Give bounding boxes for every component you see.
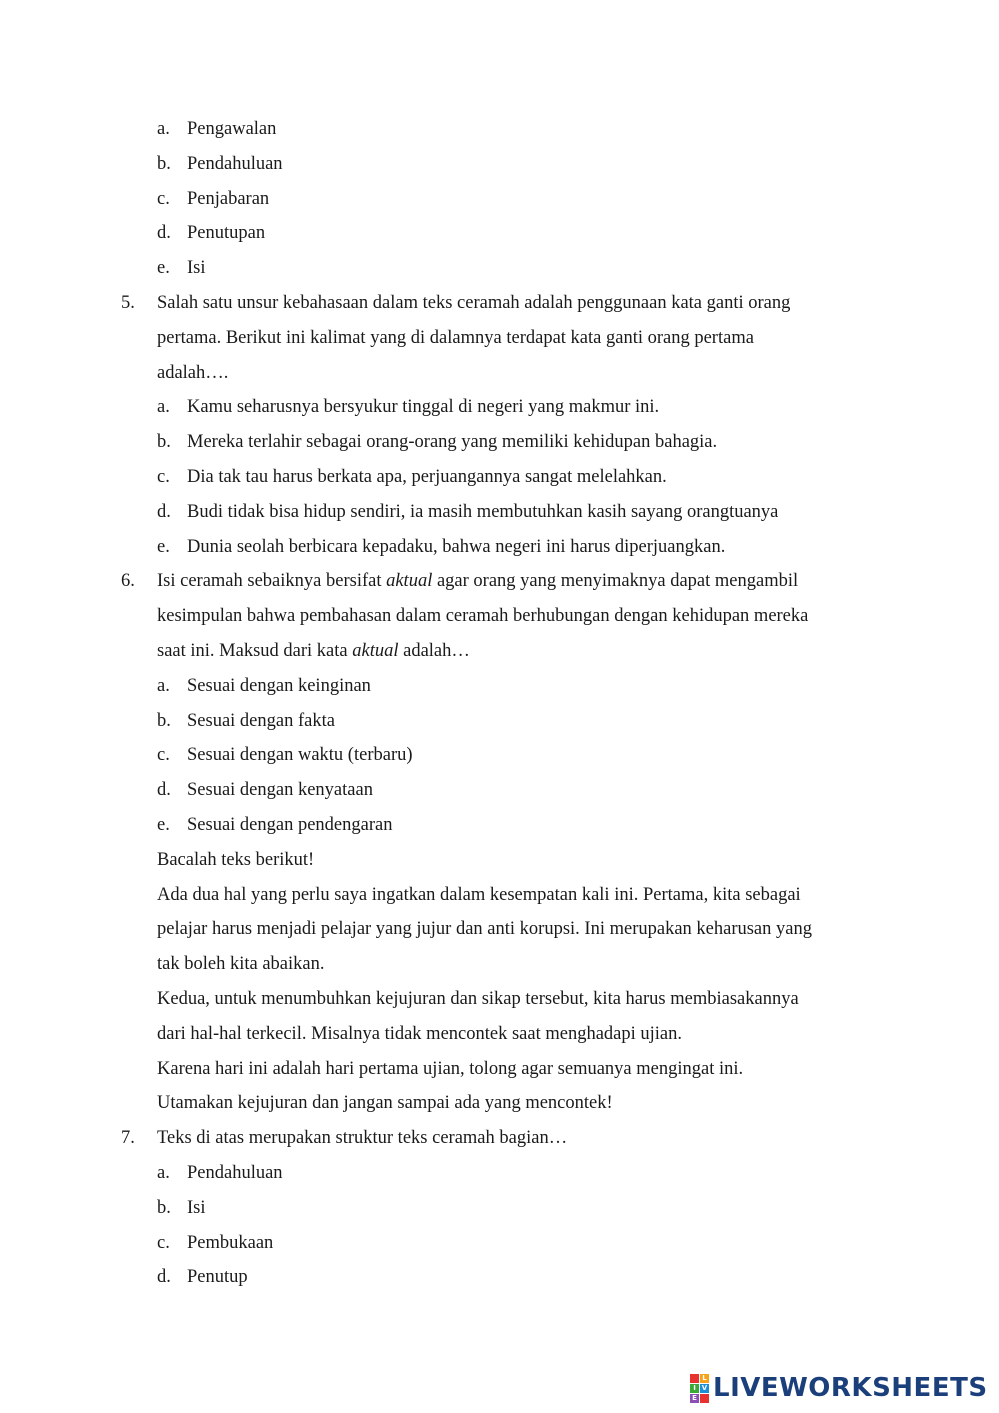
- option-row[interactable]: [0, 251, 999, 286]
- reading-passage: [0, 843, 999, 1121]
- q4-options: [0, 112, 999, 286]
- option-row[interactable]: [0, 390, 999, 425]
- liveworksheets-logo-icon: [690, 1374, 709, 1403]
- passage-intro-text: Bacalah teks berikut!: [157, 849, 315, 870]
- option-row[interactable]: [0, 704, 999, 739]
- option-letter: c.: [157, 745, 170, 766]
- option-text: Dia tak tau harus berkata apa, perjuangannya sangat melelahkan.: [187, 466, 667, 487]
- passage-intro: [0, 843, 999, 878]
- option-text: Dunia seolah berbicara kepadaku, bahwa negeri ini harus diperjuangkan.: [187, 536, 726, 557]
- option-row[interactable]: [0, 495, 999, 530]
- passage-line: [0, 1017, 999, 1052]
- option-letter: b.: [157, 432, 171, 453]
- option-row[interactable]: [0, 1260, 999, 1295]
- question-text: [157, 634, 470, 669]
- option-row[interactable]: [0, 1226, 999, 1261]
- italic-term: aktual: [386, 571, 433, 592]
- option-row[interactable]: [0, 216, 999, 251]
- passage-line: [0, 912, 999, 947]
- option-text: Pengawalan: [187, 119, 277, 139]
- option-text: Sesuai dengan fakta: [187, 710, 335, 731]
- option-row[interactable]: [0, 147, 999, 182]
- passage-text: pelajar harus menjadi pelajar yang jujur dan anti korupsi. Ini merupakan keharusan yang: [157, 919, 812, 940]
- option-row[interactable]: [0, 773, 999, 808]
- passage-text: Karena hari ini adalah hari pertama ujian, tolong agar semuanya mengingat ini.: [157, 1058, 744, 1079]
- question-line: [0, 564, 999, 599]
- option-letter: a.: [157, 397, 170, 418]
- question-line: [0, 321, 999, 356]
- question-number: 7.: [121, 1128, 135, 1149]
- question-line: [0, 1121, 999, 1156]
- option-text: Sesuai dengan kenyataan: [187, 780, 373, 801]
- option-letter: e.: [157, 258, 170, 279]
- passage-line: [0, 1086, 999, 1121]
- question-text-part: Isi ceramah sebaiknya bersifat: [157, 571, 387, 592]
- passage-text: Utamakan kejujuran dan jangan sampai ada yang mencontek!: [157, 1093, 613, 1114]
- option-letter: d.: [157, 780, 171, 801]
- option-text: Sesuai dengan waktu (terbaru): [187, 745, 413, 766]
- logo-cell: L: [700, 1374, 709, 1383]
- option-row[interactable]: [0, 1156, 999, 1191]
- question-number: 6.: [121, 571, 135, 592]
- passage-text: Kedua, untuk menumbuhkan kejujuran dan sikap tersebut, kita harus membiasakannya: [157, 988, 799, 1009]
- option-letter: c.: [157, 1232, 170, 1253]
- question-line: [0, 286, 999, 321]
- passage-line: [0, 982, 999, 1017]
- question-number: 5.: [121, 292, 135, 313]
- option-letter: a.: [157, 1162, 170, 1183]
- option-text: Pendahuluan: [187, 153, 283, 174]
- question-text-part: saat ini. Maksud dari kata: [157, 640, 353, 661]
- logo-cell: E: [690, 1394, 699, 1403]
- option-letter: b.: [157, 1197, 171, 1218]
- option-letter: e.: [157, 536, 170, 557]
- option-letter: a.: [157, 675, 170, 696]
- option-letter: a.: [157, 119, 170, 139]
- option-letter: b.: [157, 710, 171, 731]
- logo-cell: [690, 1374, 699, 1383]
- question-text: kesimpulan bahwa pembahasan dalam ceramah berhubungan dengan kehidupan mereka: [157, 606, 809, 627]
- italic-term: aktual: [352, 640, 399, 661]
- brand-name: LIVEWORKSHEETS: [713, 1373, 988, 1403]
- passage-line: [0, 947, 999, 982]
- option-row[interactable]: [0, 425, 999, 460]
- option-text: Pembukaan: [187, 1232, 274, 1253]
- option-letter: d.: [157, 501, 171, 522]
- option-text: Isi: [187, 258, 206, 279]
- logo-cell: I: [690, 1384, 699, 1393]
- question-text-part: agar orang yang menyimaknya dapat mengambil: [432, 571, 799, 592]
- question-7: [0, 1121, 999, 1295]
- option-text: Sesuai dengan pendengaran: [187, 814, 393, 835]
- passage-text: Ada dua hal yang perlu saya ingatkan dalam kesempatan kali ini. Pertama, kita sebagai: [157, 884, 801, 905]
- question-text: Teks di atas merupakan struktur teks ceramah bagian…: [157, 1128, 568, 1149]
- question-6: [0, 564, 999, 842]
- option-letter: c.: [157, 466, 170, 487]
- logo-cell: V: [701, 1383, 708, 1392]
- passage-text: tak boleh kita abaikan.: [157, 954, 325, 975]
- option-row[interactable]: [0, 669, 999, 704]
- passage-text: dari hal-hal terkecil. Misalnya tidak mencontek saat menghadapi ujian.: [157, 1023, 683, 1044]
- option-text: Sesuai dengan keinginan: [187, 675, 371, 696]
- option-row[interactable]: [0, 460, 999, 495]
- option-row[interactable]: [0, 530, 999, 565]
- worksheet-page: [0, 112, 999, 1295]
- passage-line: [0, 1052, 999, 1087]
- option-text: Mereka terlahir sebagai orang-orang yang memiliki kehidupan bahagia.: [187, 432, 718, 453]
- option-letter: c.: [157, 188, 170, 209]
- option-letter: b.: [157, 153, 171, 174]
- question-5: [0, 286, 999, 564]
- liveworksheets-brand[interactable]: [690, 1371, 988, 1405]
- question-text: pertama. Berikut ini kalimat yang di dalamnya terdapat kata ganti orang pertama: [157, 327, 754, 348]
- question-line: [0, 599, 999, 634]
- option-row[interactable]: [0, 112, 999, 147]
- question-text: [157, 564, 798, 599]
- logo-cell: [700, 1394, 709, 1403]
- option-row[interactable]: [0, 738, 999, 773]
- option-text: Pendahuluan: [187, 1162, 283, 1183]
- option-letter: d.: [157, 223, 171, 244]
- passage-line: [0, 878, 999, 913]
- option-text: Penutupan: [187, 223, 266, 244]
- option-letter: e.: [157, 814, 170, 835]
- option-row[interactable]: [0, 808, 999, 843]
- option-letter: d.: [157, 1267, 171, 1288]
- option-row[interactable]: [0, 182, 999, 217]
- option-text: Kamu seharusnya bersyukur tinggal di negeri yang makmur ini.: [187, 397, 660, 418]
- option-row[interactable]: [0, 1191, 999, 1226]
- option-text: Penutup: [187, 1267, 248, 1288]
- question-line: [0, 356, 999, 391]
- option-text: Penjabaran: [187, 188, 270, 209]
- option-text: Budi tidak bisa hidup sendiri, ia masih membutuhkan kasih sayang orangtuanya: [187, 501, 779, 522]
- question-text: adalah….: [157, 362, 229, 383]
- question-line: [0, 634, 999, 669]
- question-text: Salah satu unsur kebahasaan dalam teks ceramah adalah penggunaan kata ganti orang: [157, 292, 791, 313]
- question-text-part: adalah…: [398, 640, 470, 661]
- option-text: Isi: [187, 1197, 206, 1218]
